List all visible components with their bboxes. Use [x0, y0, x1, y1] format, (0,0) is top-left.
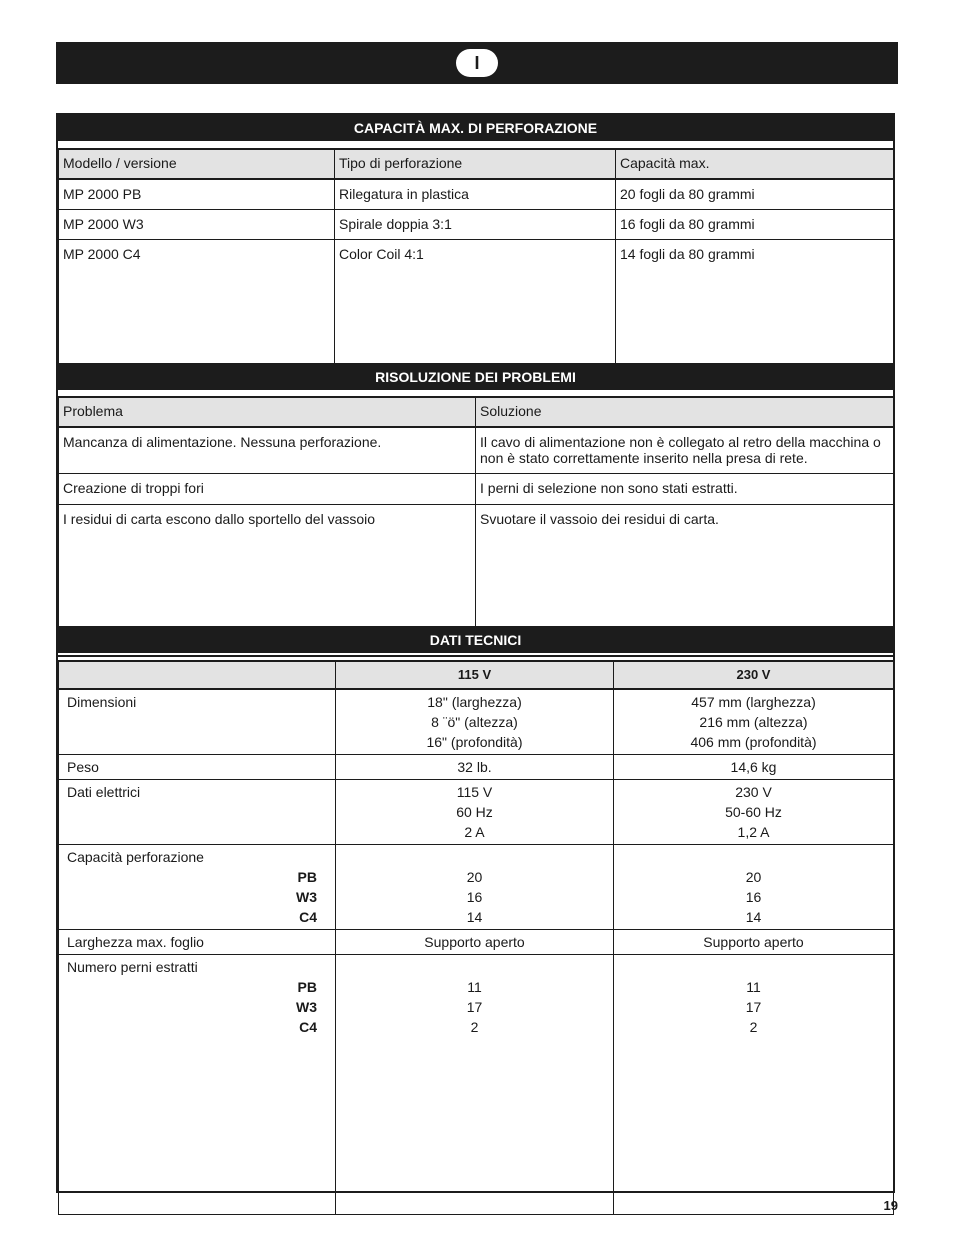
- table-cell: Color Coil 4:1: [335, 239, 616, 363]
- spec-value: 406 mm (profondità): [690, 734, 817, 750]
- spec-value: 20: [466, 869, 483, 885]
- spec-value: 216 mm (altezza): [699, 714, 808, 730]
- column-header: Problema: [59, 397, 476, 427]
- table-cell: Mancanza di alimentazione. Nessuna perforazione.: [59, 427, 476, 473]
- spec-label: Dimensioni: [59, 689, 336, 755]
- spec-value: Supporto aperto: [614, 930, 894, 955]
- table-cell: I residui di carta escono dallo sportello del vassoio: [59, 504, 476, 626]
- divider: [58, 655, 893, 657]
- table-cell: 14 fogli da 80 grammi: [616, 239, 894, 363]
- column-header: Tipo di perforazione: [335, 149, 616, 179]
- spec-value: 50-60 Hz: [725, 804, 782, 820]
- table-cell: Svuotare il vassoio dei residui di carta.: [476, 504, 894, 626]
- spec-sublabel: PB: [297, 869, 317, 885]
- column-header: 230 V: [614, 661, 894, 689]
- table-cell: Spirale doppia 3:1: [335, 209, 616, 239]
- spec-sublabel: W3: [296, 999, 317, 1015]
- spec-label: Larghezza max. foglio: [59, 930, 336, 955]
- table-cell: MP 2000 C4: [59, 239, 335, 363]
- spec-value: 16: [745, 889, 762, 905]
- table-cell: I perni di selezione non sono stati estratti.: [476, 473, 894, 504]
- spec-value: 17: [745, 999, 762, 1015]
- section-title-troubleshooting: RISOLUZIONE DEI PROBLEMI: [58, 364, 893, 390]
- spec-row-weight: [59, 755, 894, 780]
- spec-sublabel: W3: [296, 889, 317, 905]
- spec-value: 16: [466, 889, 483, 905]
- table-row: [59, 504, 894, 626]
- column-header: [59, 661, 336, 689]
- table-cell: 16 fogli da 80 grammi: [616, 209, 894, 239]
- spec-value: 14: [745, 909, 762, 925]
- table-cell: MP 2000 PB: [59, 179, 335, 209]
- spec-sublabel: PB: [297, 979, 317, 995]
- specs-table: [58, 660, 894, 1215]
- spec-row-pins: [59, 955, 894, 1215]
- spec-value: 14,6 kg: [614, 755, 894, 780]
- spec-value: 16" (profondità): [426, 734, 523, 750]
- spec-row-max-width: [59, 930, 894, 955]
- table-row: [59, 427, 894, 473]
- table-row: [59, 179, 894, 209]
- section-title-capacity: CAPACITÀ MAX. DI PERFORAZIONE: [58, 115, 893, 141]
- spec-label: Peso: [59, 755, 336, 780]
- table-row: [59, 239, 894, 363]
- table-row: [59, 473, 894, 504]
- spec-value: 14: [466, 909, 483, 925]
- spec-value: 8 ¨ö" (altezza): [431, 714, 518, 730]
- table-cell: Creazione di troppi fori: [59, 473, 476, 504]
- spec-value: 60 Hz: [456, 804, 493, 820]
- spec-value: 1,2 A: [737, 824, 770, 840]
- spec-value: 2 A: [464, 824, 485, 840]
- table-cell: Rilegatura in plastica: [335, 179, 616, 209]
- spec-label: Numero perni estratti: [67, 959, 198, 975]
- capacity-table: [58, 148, 894, 364]
- spec-value: 2: [470, 1019, 479, 1035]
- column-header: Capacità max.: [616, 149, 894, 179]
- table-cell: Il cavo di alimentazione non è collegato al retro della macchina o non è stato correttamente inserito nella presa di rete.: [476, 427, 894, 473]
- spec-value: 457 mm (larghezza): [691, 694, 816, 710]
- table-cell: MP 2000 W3: [59, 209, 335, 239]
- spec-value: 230 V: [735, 784, 772, 800]
- spec-label: Dati elettrici: [59, 780, 336, 845]
- table-row: [59, 209, 894, 239]
- spec-value: 11: [746, 979, 761, 995]
- spec-label: Capacità perforazione: [67, 849, 204, 865]
- spec-value: 32 lb.: [336, 755, 614, 780]
- spec-value: 11: [467, 979, 482, 995]
- spec-value: 115 V: [456, 784, 493, 800]
- spec-value: 2: [749, 1019, 758, 1035]
- troubleshooting-table: [58, 396, 894, 627]
- page-number: 19: [883, 1198, 898, 1213]
- spec-sublabel: C4: [299, 1019, 317, 1035]
- spec-value: Supporto aperto: [336, 930, 614, 955]
- spec-value: 18" (larghezza): [427, 694, 522, 710]
- spec-value: 20: [745, 869, 762, 885]
- spec-row-punch-capacity: [59, 845, 894, 930]
- spec-value: 17: [466, 999, 483, 1015]
- spec-sublabel: C4: [299, 909, 317, 925]
- column-header: Soluzione: [476, 397, 894, 427]
- spec-row-electrical: [59, 780, 894, 845]
- section-title-specs: DATI TECNICI: [58, 627, 893, 653]
- column-header: Modello / versione: [59, 149, 335, 179]
- spec-row-dimensions: [59, 689, 894, 755]
- language-badge: I: [456, 49, 498, 77]
- table-cell: 20 fogli da 80 grammi: [616, 179, 894, 209]
- column-header: 115 V: [336, 661, 614, 689]
